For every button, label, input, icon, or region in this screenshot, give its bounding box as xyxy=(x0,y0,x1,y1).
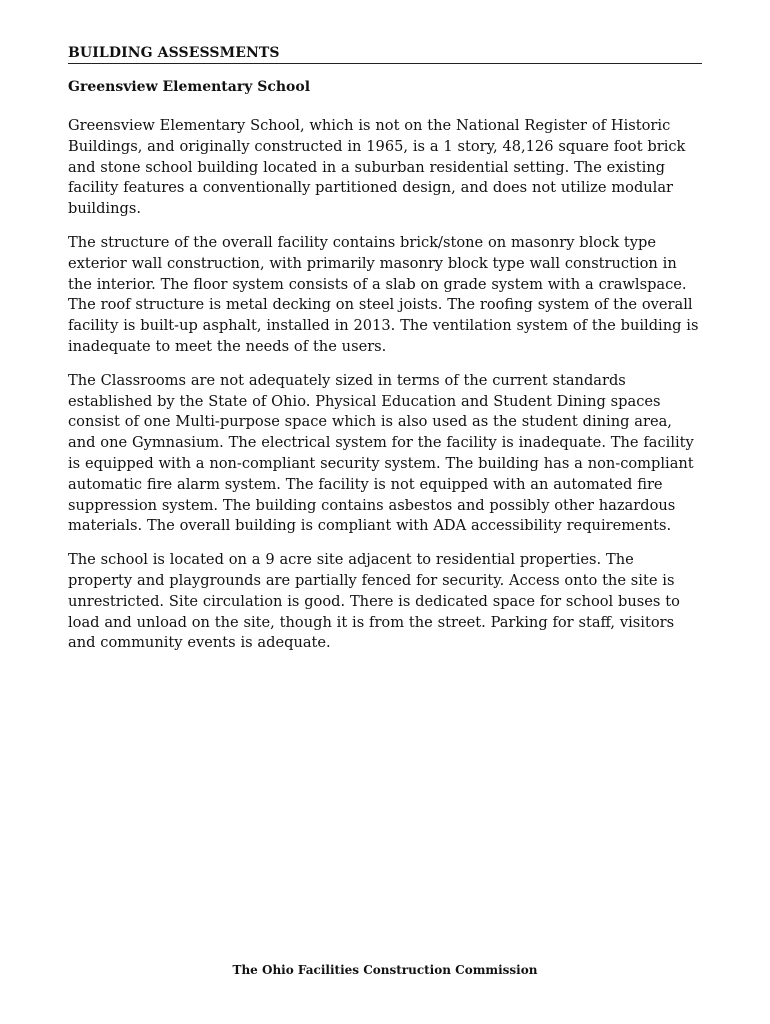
section-heading: BUILDING ASSESSMENTS xyxy=(68,44,702,64)
document-page xyxy=(68,44,702,667)
school-title: Greensview Elementary School xyxy=(68,79,311,95)
paragraph-systems: The Classrooms are not adequately sized in terms of the current standards established by the State of Ohio. Physical Education and Student Dining spaces consist of one Multi-purpose space which is also used as the student dining area, and one Gymnasium. The electrical system for the facility is inadequate. The facility is equipped with a non-compliant security system. The building has a non-compliant automatic fire alarm system. The facility is not equipped with an automated fire suppression system. The building contains asbestos and possibly other hazardous materials. The overall building is compliant with ADA accessibility requirements. xyxy=(68,371,694,535)
paragraph-history: Greensview Elementary School, which is not on the National Register of Historic Buildings, and originally constructed in 1965, is a 1 story, 48,126 square foot brick and stone school building located in a suburban residential setting. The existing facility features a conventionally partitioned design, and does not utilize modular buildings. xyxy=(68,117,686,218)
page-footer: The Ohio Facilities Construction Commission xyxy=(232,963,538,977)
paragraph-site: The school is located on a 9 acre site adjacent to residential properties. The property and playgrounds are partially fenced for security. Access onto the site is unrestricted. Site circulation is good. There is dedicated space for school buses to load and unload on the site, though it is from the street. Parking for staff, visitors and community events is adequate. xyxy=(68,551,680,652)
paragraph-structure: The structure of the overall facility contains brick/stone on masonry block type exterior wall construction, with primarily masonry block type wall construction in the interior. The floor system consists of a slab on grade system with a crawlspace. The roof structure is metal decking on steel joists. The roofing system of the overall facility is built-up asphalt, installed in 2013. The ventilation system of the building is inadequate to meet the needs of the users. xyxy=(68,233,699,355)
